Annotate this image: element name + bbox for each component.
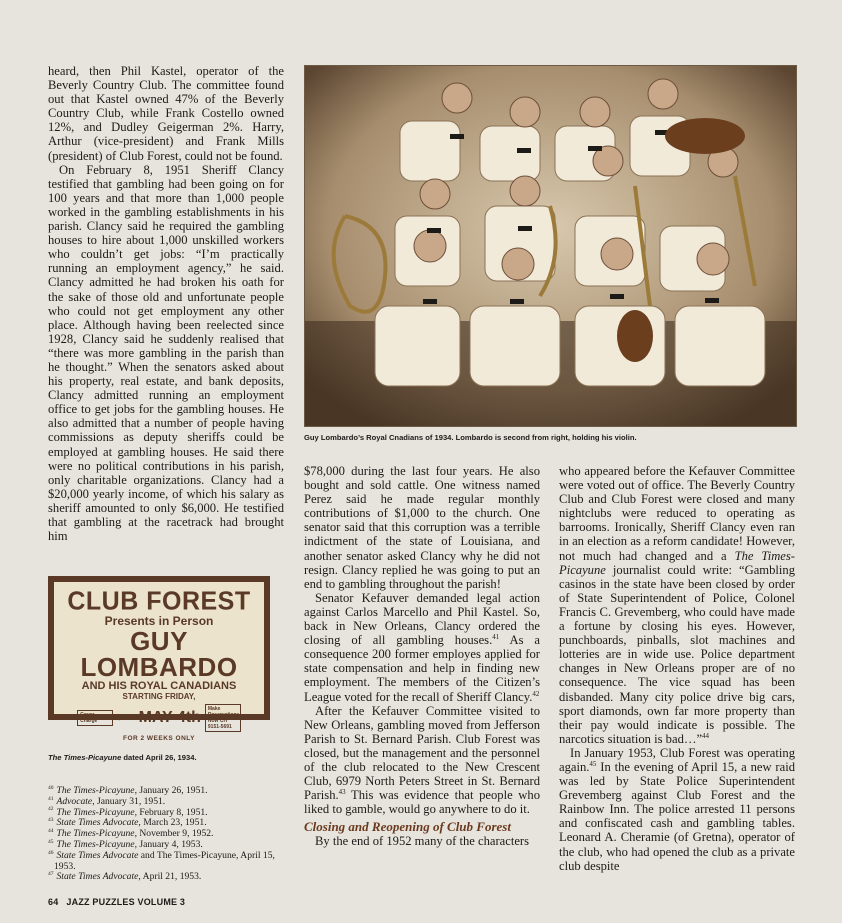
text-column-2	[304, 464, 540, 849]
footnote-number: 42	[48, 806, 54, 813]
paragraph	[304, 704, 540, 817]
footnote-text: , January 4, 1953.	[134, 838, 203, 850]
text-column-1	[48, 64, 284, 543]
ad-title: CLUB FOREST	[67, 586, 251, 616]
ad-starting: STARTING FRIDAY,	[122, 692, 196, 701]
paragraph-text: Senator Kefauver demanded legal action against Carlos Marcello and Phil Kastel. So, back in New Orleans, Clancy ordered the closing of all gambling houses.	[304, 590, 540, 648]
footnote-text: , March 23, 1951.	[138, 817, 207, 829]
paragraph: heard, then Phil Kastel, operator of the Beverly Country Club. The committee found out that Kastel owned 47% of the Beverly Country Club, while Frank Costello owned 12%, and Dudley Geigerman 2%. Harry, Arthur (vice-president) and Frank Mills (president) of Club Forest, could not be found.	[48, 64, 284, 163]
paragraph-text: In January 1953, Club Forest was operating again.	[559, 745, 795, 774]
footnote-number: 43	[48, 817, 54, 824]
paragraph	[304, 591, 540, 704]
club-forest-ad	[48, 576, 270, 742]
footnote-number: 41	[48, 795, 54, 802]
footnote-number: 44	[48, 828, 54, 834]
source-name: The Times-Picayune	[559, 548, 795, 577]
footnote-number: 46	[48, 849, 54, 856]
footnote-text: , January 26, 1951.	[134, 785, 208, 796]
paragraph: $78,000 during the last four years. He also bought and sold cattle. One witness named Perez said he made regular monthly contributions of $1,000 to the church. One senator said that this corruption was a terrible indictment of the state of Louisiana, and another senator asked Clancy why he did not resign. Clancy replied he was going to put an end to gambling throughout the parish!	[304, 464, 540, 591]
footnote-text: and The Times-Picayune, April 15, 1953.	[54, 849, 275, 872]
ad-headliner: GUY LOMBARDO	[80, 626, 238, 682]
footnote-source: The Times-Picayune	[56, 785, 135, 796]
footnote-number: 47	[48, 871, 54, 878]
footnote-source: The Times-Picayune	[56, 806, 135, 818]
photo-caption: Guy Lombardo’s Royal Cnadians of 1934. Lombardo is second from right, holding his violin.	[304, 433, 637, 442]
footnote-text: , February 8, 1951.	[134, 806, 208, 818]
ad-date: MAY 4th	[138, 709, 201, 726]
paragraph-text: who appeared before the Kefauver Committee were voted out of office. The Beverly Country Club and Club Forest were closed and many nightclubs were reduced to operating as barrooms. Ironically, Sheriff Clancy even ran in an election as a reform candidate! However, not much had changed and a	[559, 464, 795, 563]
footnote-source: Advocate	[56, 795, 93, 807]
page-number: 64	[48, 897, 59, 907]
paragraph-text: This was evidence that people who liked to gamble, would go anywhere to do it.	[304, 788, 540, 817]
ad-cover-label: Cover Charge	[77, 710, 113, 726]
footnote-ref: 42	[532, 689, 540, 698]
ad-panel	[52, 580, 266, 742]
text-column-3	[559, 464, 795, 873]
paragraph-text: After the Kefauver Committee visited to New Orleans, gambling moved from Jefferson Parish to St. Bernard Parish. Club Forest was closed, but the management and the personnel of the club relocated to the New Crescent Club, 6979 North Peters Street in St. Bernard Parish.	[304, 703, 540, 803]
ad-caption-source: The Times-Picayune	[48, 753, 122, 762]
footnote	[48, 851, 288, 873]
footnote	[48, 872, 288, 883]
ad-phone: Make Reservations Now CH 9151-5691	[205, 704, 241, 732]
footnote-ref: 45	[589, 759, 597, 768]
footnote-source: State Times Advocate	[56, 871, 139, 883]
footnote-text: , November 9, 1952.	[134, 828, 214, 840]
ad-weeks: FOR 2 WEEKS ONLY	[122, 735, 196, 742]
footnote-source: State Times Advocate	[56, 849, 139, 861]
footnote-source: State Times Advocate	[56, 817, 139, 829]
ad-caption-text: dated April 26, 1934.	[121, 753, 197, 762]
page-footer	[48, 897, 185, 907]
book-title: JAZZ PUZZLES VOLUME 3	[66, 897, 186, 907]
footnote-ref: 43	[338, 787, 346, 796]
ad-caption	[48, 753, 288, 762]
band-photo-illustration	[305, 66, 796, 426]
paragraph-text: As a consequence 200 former employes applied for state compensation and help in finding new employment. The members of the Citizen’s League voted for the recall of Sheriff Clancy.	[304, 633, 541, 704]
footnotes	[48, 786, 288, 883]
paragraph	[559, 464, 795, 746]
paragraph-text: journalist could write: “Gambling casinos in the state have been closed by order of State Superintendent of Police, Colonel Francis C. Grevemberg, who could have made a fortune by closing his eyes. However, punchboards, pinballs, slot machines and lotteries are in wide use. Police department changes in New Orleans proper are of no consequence. The vice squad has been disbanded. Many city police drive big cars, sport diamonds, own far more property than their pay would indicate is possible. The narcotics situation is bad…”	[559, 562, 795, 746]
footnote-number: 45	[48, 838, 54, 845]
footnote-source: The Times-Picayune	[56, 838, 135, 850]
ad-presents: Presents in Person	[104, 614, 214, 628]
band-photo	[304, 65, 797, 427]
paragraph: On February 8, 1951 Sheriff Clancy testified that gambling had been going on for 100 years and that more than 1,000 people worked in the gambling establishments in his parish. Clancy said he required the gambling houses to hire about 1,000 unskilled workers who couldn’t get jobs: “I’m practically running an employment agency,” he said. Clancy admitted he had broken his oath for the sake of those old and unfortunate people who could not get employment any other place. Although having been reelected since 1928, Clancy said he suddenly realised that “there was more gambling in the parish than he thought.” When the senators asked about his property, real estate, and bank deposits, Clancy admitted running an employment office to get jobs for the gambling houses. He also admitted that a number of people having commissions as deputy sheriffs could be employed at gambling houses. He said there were no political contributions in his parish, only charitable organizations. Clancy had a $20,000 yearly income, of which his salary as sheriff amounted to only $6,000. He testified that gambling at the racetrack had brought him	[48, 162, 284, 544]
footnote-text: , January 31, 1951.	[92, 795, 166, 807]
paragraph	[559, 746, 795, 873]
ad-band: AND HIS ROYAL CANADIANS	[81, 680, 237, 692]
ad-charge: $1.50	[117, 714, 135, 722]
paragraph: By the end of 1952 many of the characters	[315, 834, 530, 849]
ad-details-row	[54, 704, 264, 732]
footnote-number: 40	[48, 784, 54, 791]
footnote-text: , April 21, 1953.	[138, 871, 202, 883]
footnote-ref: 41	[492, 632, 500, 641]
footnote-ref: 44	[702, 731, 710, 740]
section-heading: Closing and Reopening of Club Forest	[304, 819, 511, 835]
footnote-source: The Times-Picayune	[56, 828, 135, 840]
paragraph-text: In the evening of April 15, a new raid was led by State Police Superintendent Grevemberg against Club Forest and the Rainbow Inn. The police arrested 11 persons and confiscated cash and gambling tables. Leonard A. Cheramie (of Gretna), operator of the club, who had opened the club as a private club despite	[559, 759, 795, 873]
